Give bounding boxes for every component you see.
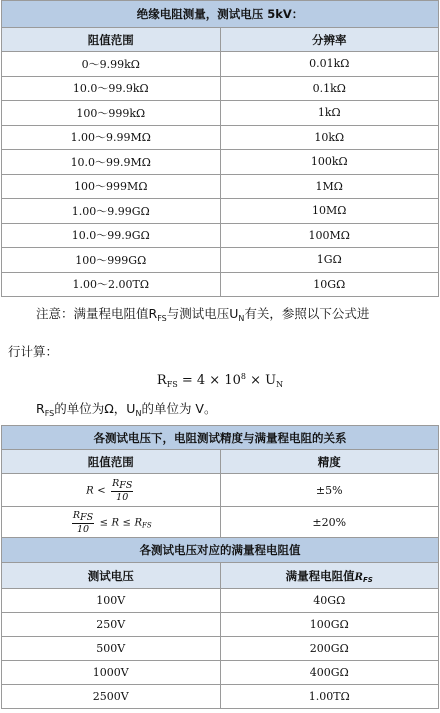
- math-r: R: [111, 517, 120, 528]
- formula-rhs-subscript: N: [276, 380, 284, 389]
- note-line-2: 行计算：: [8, 344, 59, 359]
- full-scale-cell: 400GΩ: [220, 661, 439, 685]
- table-row: [2, 474, 439, 507]
- column-header-resolution: 分辨率: [220, 28, 439, 52]
- resolution-table: [1, 0, 439, 297]
- accuracy-table: [1, 425, 439, 709]
- resolution-cell: 10kΩ: [220, 125, 439, 150]
- resolution-cell: 10MΩ: [220, 199, 439, 224]
- precision-cell: ±5%: [220, 474, 439, 507]
- note-text: 有关，参照以下公式进: [244, 306, 370, 321]
- voltage-cell: 250V: [2, 613, 221, 637]
- math-less-than: <: [97, 485, 106, 496]
- resolution-cell: 100kΩ: [220, 150, 439, 175]
- math-less-equal: ≤: [99, 517, 109, 528]
- range-cell: 100～999kΩ: [2, 101, 221, 126]
- table-header-row: [2, 450, 439, 474]
- range-cell: 1.00～2.00TΩ: [2, 272, 221, 297]
- resolution-cell: 100MΩ: [220, 223, 439, 248]
- note-text: 注意：满量程电阻值: [36, 306, 149, 321]
- column-header-full-scale: [220, 563, 439, 589]
- table-header-row: [2, 28, 439, 52]
- range-cell: 100～999MΩ: [2, 174, 221, 199]
- table-row: [2, 272, 439, 297]
- table-row: [2, 52, 439, 77]
- range-cell: [2, 474, 221, 507]
- units-text: 的单位为Ω，: [54, 401, 127, 416]
- table-title: 各测试电压下，电阻测试精度与满量程电阻的关系: [2, 426, 439, 450]
- units-paragraph: [0, 400, 440, 423]
- math-fs-subscript: FS: [119, 479, 133, 491]
- fraction-numerator: [111, 478, 133, 492]
- note-line-1: [0, 305, 440, 328]
- math-r: R: [112, 477, 120, 489]
- resolution-cell: 1MΩ: [220, 174, 439, 199]
- table-row: [2, 613, 439, 637]
- full-scale-cell: 1.00TΩ: [220, 685, 439, 709]
- formula-exponent: 8: [240, 372, 246, 381]
- fraction: [111, 478, 133, 503]
- formula-lhs-subscript: FS: [166, 380, 178, 389]
- fraction: [72, 510, 94, 535]
- voltage-cell: 500V: [2, 637, 221, 661]
- table-row: [2, 174, 439, 199]
- table-row: [2, 150, 439, 175]
- math-fs-subscript: FS: [141, 521, 152, 529]
- precision-cell: ±20%: [220, 507, 439, 538]
- rfs-symbol: R: [148, 306, 158, 321]
- table-title-row: [2, 1, 439, 28]
- math-r: R: [86, 485, 94, 496]
- column-header-voltage: 测试电压: [2, 563, 221, 589]
- table-row: [2, 685, 439, 709]
- table-row: [2, 125, 439, 150]
- resolution-cell: 10GΩ: [220, 272, 439, 297]
- full-scale-cell: 200GΩ: [220, 637, 439, 661]
- range-cell: [2, 507, 221, 538]
- header-text: 满量程电阻值: [285, 568, 355, 583]
- rfs-subscript: FS: [157, 314, 167, 323]
- range-cell: 10.0～99.9MΩ: [2, 150, 221, 175]
- full-scale-cell: 40GΩ: [220, 589, 439, 613]
- column-header-range: 阻值范围: [2, 450, 221, 474]
- fraction-denominator: 10: [76, 523, 90, 535]
- resolution-cell: 1GΩ: [220, 248, 439, 273]
- column-header-precision: 精度: [220, 450, 439, 474]
- table-row: [2, 248, 439, 273]
- full-scale-cell: 100GΩ: [220, 613, 439, 637]
- math-fs-subscript: FS: [362, 575, 373, 584]
- table-header-row: [2, 563, 439, 589]
- rfs-symbol: R: [36, 401, 45, 416]
- range-cell: 100～999GΩ: [2, 248, 221, 273]
- formula: [0, 368, 440, 394]
- table-row: [2, 101, 439, 126]
- section-title-row: [2, 538, 439, 563]
- resolution-cell: 0.1kΩ: [220, 76, 439, 101]
- formula-lhs: R: [156, 373, 167, 388]
- table-title-row: [2, 426, 439, 450]
- formula-rhs: × U: [245, 373, 277, 388]
- voltage-cell: 2500V: [2, 685, 221, 709]
- table-row: [2, 507, 439, 538]
- range-cell: 10.0～99.9kΩ: [2, 76, 221, 101]
- un-symbol: U: [229, 306, 239, 321]
- range-cell: 0～9.99kΩ: [2, 52, 221, 77]
- voltage-cell: 1000V: [2, 661, 221, 685]
- rfs-subscript: FS: [44, 409, 55, 418]
- math-r: R: [72, 509, 81, 521]
- resolution-cell: 1kΩ: [220, 101, 439, 126]
- math-fs-subscript: FS: [80, 511, 94, 523]
- table-row: [2, 637, 439, 661]
- note-paragraph: [0, 305, 440, 361]
- table-row: [2, 661, 439, 685]
- units-text: 的单位为 V。: [141, 401, 217, 416]
- un-symbol: U: [126, 401, 136, 416]
- un-subscript: N: [135, 409, 142, 418]
- note-text: 与测试电压: [166, 306, 230, 321]
- section-title: 各测试电压对应的满量程电阻值: [2, 538, 439, 563]
- column-header-range: 阻值范围: [2, 28, 221, 52]
- table-title: 绝缘电阻测量，测试电压 5kV：: [2, 1, 439, 28]
- math-less-equal: ≤: [122, 517, 131, 528]
- range-cell: 1.00～9.99GΩ: [2, 199, 221, 224]
- table-row: [2, 199, 439, 224]
- math-r: R: [134, 517, 142, 528]
- formula-middle: = 4 × 10: [177, 373, 241, 388]
- math-r: R: [354, 571, 363, 583]
- un-subscript: N: [238, 314, 245, 323]
- table-row: [2, 223, 439, 248]
- table-row: [2, 589, 439, 613]
- range-cell: 1.00～9.99MΩ: [2, 125, 221, 150]
- resolution-cell: 0.01kΩ: [220, 52, 439, 77]
- range-cell: 10.0～99.9GΩ: [2, 223, 221, 248]
- table-row: [2, 76, 439, 101]
- fraction-denominator: 10: [116, 491, 129, 503]
- fraction-numerator: [72, 510, 94, 524]
- voltage-cell: 100V: [2, 589, 221, 613]
